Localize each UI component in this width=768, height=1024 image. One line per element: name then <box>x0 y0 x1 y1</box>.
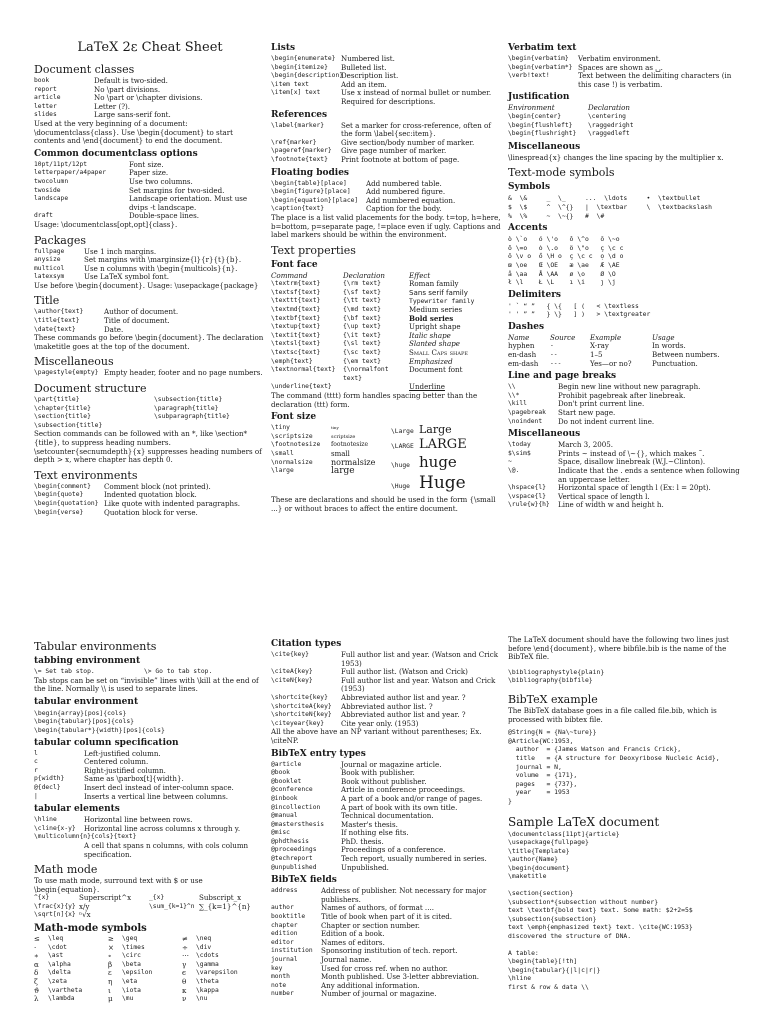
citation-list <box>271 651 503 728</box>
list-item: \small small <box>271 449 350 458</box>
code-line: \usepackage{fullpage} <box>508 838 589 847</box>
tabular-env-list <box>34 709 266 735</box>
font-size-note: These are declarations and should be used in the form {\small ...} or without braces to affect the entire document. <box>271 495 496 513</box>
font-face-table <box>271 272 503 392</box>
math-symbols-table <box>34 935 266 1004</box>
list-item: ~ Space, disallow linebreak (W.J.~Clinton). <box>508 457 706 467</box>
list-item: \noindent Do not indent current line. <box>508 416 655 426</box>
table-row: α \alpha β \beta γ \gamma <box>34 959 219 969</box>
doc-structure-heading: Document structure <box>34 382 147 396</box>
sample-heading: Sample LaTeX document <box>508 814 660 829</box>
dashes-heading: Dashes <box>508 321 545 332</box>
list-item: \@. Indicate that the . ends a sentence when following an uppercase letter. <box>508 466 740 484</box>
bibtex-example-code <box>508 728 740 805</box>
list-item: \begin{verbatim} Verbatim environment. <box>508 54 661 63</box>
bibtex-entries-list <box>271 761 503 873</box>
list-item: institution Sponsoring institution of tech. report. <box>271 946 458 956</box>
column-1-bottom <box>34 636 266 1004</box>
misc2-text: \linespread{x} changes the line spacing by the multiplier x. <box>508 152 724 162</box>
references-heading: References <box>271 109 328 120</box>
code-line: @Article{WC:1953, <box>508 736 574 745</box>
table-row: ^{x} Superscript^x _{x} Subscript_x <box>34 893 242 903</box>
doc-options-note: Usage: \documentclass[opt,opt]{class}. <box>34 219 178 229</box>
code-line: title = {A structure for Deoxyribose Nucleic Acid}, <box>508 753 720 762</box>
list-item: letter Letter (?). <box>34 101 131 111</box>
table-row: \begin{flushright} \raggedleft <box>508 130 630 138</box>
list-item: \begin{tabular}[pos]{cols} <box>34 717 135 726</box>
doc-classes-list <box>34 77 266 120</box>
list-item: chapter Chapter or section number. <box>271 920 420 930</box>
list-item: @mastersthesis Master's thesis. <box>271 819 398 829</box>
list-item: A cell that spans n columns, with cols column specification. <box>84 840 249 859</box>
verbatim-heading: Verbatim text <box>508 43 577 53</box>
table-row: δ \delta ε \epsilon ϵ \varepsilon <box>34 968 238 978</box>
list-item: @article Journal or magazine article. <box>271 759 442 769</box>
table-header: Command Declaration Effect <box>271 270 431 280</box>
tabbing-note: Tab stops can be set on “invisible” lines with \kill at the end of the line. Normally \\ is used to separate lines. <box>34 675 259 694</box>
table-row: \emph{text} {\em text} Emphasized <box>271 356 453 366</box>
list-item: multicol Use n columns with \begin{multicols}{n}. <box>34 263 238 273</box>
list-item: \bibliographystyle{plain} <box>508 667 605 676</box>
table-row: · \cdot × \times ÷ \div <box>34 942 212 952</box>
list-item: \begin{verse} Quotation block for verse. <box>34 507 198 517</box>
misc2-heading: Miscellaneous <box>508 141 581 152</box>
misc3-list <box>508 441 740 510</box>
font-size-table <box>271 424 503 496</box>
math-symbols-heading: Math-mode symbols <box>34 923 147 935</box>
list-item: \verb!text! Text between the delimiting characters (in this case !) is verbatim. <box>508 71 732 89</box>
list-item: \begin{description} Description list. <box>271 71 399 81</box>
list-item: fullpage Use 1 inch margins. <box>34 246 157 256</box>
lists-heading: Lists <box>271 43 296 53</box>
code-line: \maketitle <box>508 872 547 881</box>
table-row: \textmd{text} {\md text} Medium series <box>271 305 463 315</box>
citation-note: All the above have an NP variant without parentheses; Ex. \citeNP. <box>271 727 482 745</box>
list-item: \begin{quotation} Like quote with indented paragraphs. <box>34 498 240 508</box>
code-line: } <box>508 796 512 805</box>
code-line: author = {James Watson and Francis Crick}, <box>508 745 682 754</box>
tabular-heading: Tabular environments <box>34 640 157 653</box>
font-size-heading: Font size <box>271 412 317 423</box>
list-item: \hspace{l} Horizontal space of length l (Ex: l = 20pt). <box>508 483 711 493</box>
text-env-heading: Text environments <box>34 468 138 482</box>
list-item: \LARGE LARGE <box>391 437 467 453</box>
list-item: \begin{comment} Comment block (not printed). <box>34 481 211 491</box>
list-item: c Centered column. <box>34 757 149 767</box>
list-item: \begin{array}[pos]{cols} <box>34 708 127 717</box>
list-item: @inbook A part of a book and/or range of pages. <box>271 793 483 803</box>
floating-note: The place is a list valid placements for the body. t=top, h=here, b=bottom, p=separate page, !=place even if ugly. Captions and label markers should be within the environment. <box>271 212 501 240</box>
misc3-heading: Miscellaneous <box>508 429 581 440</box>
tabular-elements-heading: tabular elements <box>34 804 120 815</box>
math-note: To use math mode, surround text with $ or use \begin{equation}. <box>34 876 203 894</box>
list-item: ł \l Ł \L ı \i ȷ \j <box>508 278 616 287</box>
title-heading: Title <box>34 294 60 308</box>
bib-lines <box>508 668 740 685</box>
list-item: \begin{itemize} Bulleted list. <box>271 62 387 72</box>
table-row: λ \lambda μ \mu ν \nu <box>34 994 208 1004</box>
lists-list <box>271 55 503 107</box>
misc1-heading: Miscellaneous <box>34 355 114 369</box>
packages-heading: Packages <box>34 233 87 247</box>
accents-list <box>508 235 740 287</box>
title-list <box>34 308 266 334</box>
list-item: \item[x] text Use x instead of normal bullet or number. Required for descriptions. <box>271 88 492 106</box>
list-item: \shortcite{key} Abbreviated author list and year. ? <box>271 692 466 702</box>
list-item: \Large Large <box>391 423 452 437</box>
list-item: @misc If nothing else fits. <box>271 828 409 838</box>
table-row: ζ \zeta η \eta θ \theta <box>34 977 219 987</box>
packages-note: Use before \begin{document}. Usage: \usepackage{package} <box>34 280 259 290</box>
table-row: \textit{text} {\it text} Italic shape <box>271 330 451 340</box>
list-item: letterpaper/a4paper Paper size. <box>34 168 169 178</box>
list-item: \section{title} \subparagraph{title} <box>34 413 230 421</box>
list-item: % \% ~ \~{} # \# <box>508 211 605 220</box>
table-header: Name Source Example Usage <box>508 332 675 342</box>
list-item: @conference Article in conference proceedings. <box>271 785 466 795</box>
list-item: r Right-justified column. <box>34 765 166 775</box>
references-list <box>271 122 503 165</box>
list-item: \begin{enumerate} Numbered list. <box>271 54 395 63</box>
table-row: hyphen - X-ray In words. <box>508 341 686 351</box>
list-item: \begin{verbatim*} Spaces are shown as ␣. <box>508 62 663 72</box>
table-row: \textup{text} {\up text} Upright shape <box>271 322 461 332</box>
table-row: \textsf{text} {\sf text} Sans serif family <box>271 287 468 297</box>
list-item: l Left-justified column. <box>34 748 161 758</box>
list-item: \footnote{text} Print footnote at bottom of page. <box>271 154 460 164</box>
bibtex-example-note: The BibTeX database goes in a file called file.bib, which is processed with bibtex file. <box>508 705 717 724</box>
tabbing-row: \= Set tab stop. \> Go to tab stop. <box>34 668 213 675</box>
citation-heading: Citation types <box>271 639 342 649</box>
table-row: ∗ \ast ∘ \circ ⋯ \cdots <box>34 951 219 961</box>
font-face-note: The command (tttt) form handles spacing better than the declaration (ttt) form. <box>271 391 478 409</box>
code-line: first & row & data \\ <box>508 983 589 991</box>
code-line: \hline <box>508 974 532 983</box>
verbatim-list <box>508 55 740 89</box>
table-row: \textbf{text} {\bf text} Bold series <box>271 313 454 323</box>
code-line: A table: <box>508 948 539 957</box>
text-env-list <box>34 483 266 517</box>
column-1-top <box>34 40 266 517</box>
list-item: ' ` “ ” { \{ [ ( < \textless <box>508 301 639 310</box>
math-heading: Math mode <box>34 863 98 877</box>
list-item: address Address of publisher. Not necessary for major publishers. <box>271 886 487 904</box>
list-item: note Any additional information. <box>271 980 420 990</box>
table-row: \frac{x}{y} x/y \sum_{k=1}^n ∑_{k=1}^{n} <box>34 901 251 911</box>
list-item: \citeyear{key} Cite year only. (1953) <box>271 718 419 728</box>
list-item: \scriptsize scriptsize <box>271 432 356 440</box>
code-line: \subsection*{subsection without number} <box>508 897 659 906</box>
code-line: \author{Name} <box>508 855 559 864</box>
list-item: \hline Horizontal line between rows. <box>34 815 193 825</box>
list-item: \huge huge <box>391 453 457 472</box>
col-spec-list <box>34 750 266 802</box>
doc-classes-note: Used at the very beginning of a document: \documentclass{class}. Use \begin{document} to start contents and \end{document} to end the document. <box>34 118 234 146</box>
code-line: \begin{table}[!th] <box>508 957 578 966</box>
list-item: \Huge Huge <box>391 473 466 494</box>
code-line: @String{N = {Na\~ture}} <box>508 728 597 737</box>
list-item: @techreport Tech report, usually numbered in series. <box>271 854 487 864</box>
floating-heading: Floating bodies <box>271 167 349 178</box>
table-row: en-dash -- 1–5 Between numbers. <box>508 350 720 360</box>
symbols-heading: Text-mode symbols <box>508 166 615 180</box>
code-line <box>508 881 740 889</box>
table-row: \underline{text} Underline <box>271 382 445 392</box>
bib-intro: The LaTeX document should have the following two lines just before \end{document}, where bibfile.bib is the name of the BibTeX file. <box>508 635 729 662</box>
list-item: \pageref{marker} Give page number of marker. <box>271 146 447 156</box>
list-item: journal Journal name. <box>271 955 372 964</box>
table-row: ϑ \vartheta ι \iota κ \kappa <box>34 985 219 995</box>
list-item: month Month published. Use 3-letter abbreviation. <box>271 972 480 982</box>
column-2-bottom <box>271 636 503 999</box>
code-line: volume = {171}, <box>508 771 578 780</box>
column-3-top <box>508 40 740 510</box>
list-item: \today March 3, 2005. <box>508 440 614 450</box>
table-row: \sqrt[n]{x} ⁿ√x <box>34 910 91 920</box>
list-item: $\sim$ Prints ~ instead of \~{}, which makes ˜. <box>508 448 705 458</box>
column-2-top <box>271 40 503 513</box>
bibtex-entries-heading: BibTeX entry types <box>271 748 366 759</box>
table-row: \begin{flushleft} \raggedright <box>508 121 634 129</box>
list-item: å \aa Å \AA ø \o Ø \O <box>508 269 616 278</box>
code-line: text \textbf{bold text} text. Some math: $2+2=5$ <box>508 906 693 915</box>
table-row: \texttt{text} {\tt text} Typewriter family <box>271 297 475 306</box>
list-item: \rule{w}{h} Line of width w and height h. <box>508 500 664 510</box>
list-item: @book Book with publisher. <box>271 768 415 778</box>
list-item: & \& _ \_ ... \ldots • \textbullet <box>508 194 701 203</box>
math-table <box>34 894 266 920</box>
list-item: number Number of journal or magazine. <box>271 989 437 999</box>
list-item: œ \oe Œ \OE æ \ae Æ \AE <box>508 260 620 269</box>
list-item: \title{text} Title of document. <box>34 316 170 326</box>
code-line: \begin{tabular}{|l|c|r|} <box>508 965 601 974</box>
list-item: \date{text} Date. <box>34 324 124 334</box>
code-line: \subsection{subsection} <box>508 914 597 923</box>
list-item: landscape Landscape orientation. Must use dvips -t landscape. <box>34 194 248 212</box>
list-item: ō \=o ȯ \.o ö \"o ç \c c <box>508 243 624 252</box>
sample-code <box>508 830 740 992</box>
table-row: \textsc{text} {\sc text} Small Caps shape <box>271 348 468 358</box>
table-header: Environment Declaration <box>508 103 630 113</box>
list-item: \begin{table}[place] Add numbered table. <box>271 178 442 188</box>
list-item: \citeA{key} Full author list. (Watson and Crick) <box>271 667 468 677</box>
list-item: \footnotesize footnotesize <box>271 441 369 449</box>
list-item: anysize Set margins with \marginsize{l}{r}{t}{b}. <box>34 255 242 265</box>
list-item: report No \part divisions. <box>34 84 161 94</box>
list-item: \tiny tiny <box>271 424 339 432</box>
table-row: \textrm{text} {\rm text} Roman family <box>271 279 459 289</box>
title-note: These commands go before \begin{document}. The declaration \maketitle goes at the top of the document. <box>34 333 264 351</box>
list-item: \chapter{title} \paragraph{title} <box>34 404 219 412</box>
list-item: \multicolumn{n}{cols}{text} <box>34 833 137 841</box>
floating-list <box>271 180 503 214</box>
list-item: editor Names of editors. <box>271 937 385 947</box>
code-line: year = 1953 <box>508 788 570 797</box>
justification-heading: Justification <box>508 92 570 103</box>
list-item: \citeN{key} Full author list and year. Watson and Crick (1953) <box>271 675 496 694</box>
doc-structure-list <box>34 396 266 430</box>
list-item: \pagebreak Start new page. <box>508 408 616 418</box>
list-item: \label{marker} Set a marker for cross-reference, often of the form \label{sec:item}. <box>271 120 491 139</box>
misc1-list <box>34 369 266 378</box>
list-item: \subsection{title} <box>34 421 103 429</box>
list-item: \large large <box>271 466 355 477</box>
list-item: @incollection A part of book with its own title. <box>271 802 458 812</box>
doc-options-heading: Common documentclass options <box>34 148 198 159</box>
list-item: twocolumn Use two columns. <box>34 176 193 186</box>
list-item: slides Large sans-serif font. <box>34 110 171 120</box>
code-line: \begin{document} <box>508 863 570 872</box>
symbols-list <box>508 194 740 220</box>
list-item: @manual Technical documentation. <box>271 811 434 821</box>
list-item: \cline{x-y} Horizontal line across columns x through y. <box>34 823 241 833</box>
list-item: \author{text} Author of document. <box>34 307 179 317</box>
tabbing-heading: tabbing environment <box>34 656 141 666</box>
code-line: discovered the structure of DNA. <box>508 932 632 941</box>
font-size-left <box>271 424 391 496</box>
col-spec-heading: tabular column specification <box>34 737 179 748</box>
accents-heading: Accents <box>508 223 548 234</box>
text-props-heading: Text properties <box>271 243 356 257</box>
list-item: | Inserts a vertical line between columns. <box>34 791 228 801</box>
list-item: @proceedings Proceedings of a conference. <box>271 845 446 855</box>
code-line: \documentclass[11pt]{article} <box>508 829 620 838</box>
list-item: \normalsize normalsize <box>271 457 376 467</box>
list-item: article No \part or \chapter divisions. <box>34 93 203 103</box>
list-item: \cite{key} Full author list and year. (Watson and Crick 1953) <box>271 650 499 668</box>
list-item: \shortciteA{key} Abbreviated author list. ? <box>271 701 433 711</box>
list-item: \bibliography{bibfile} <box>508 676 593 685</box>
bibtex-fields-heading: BibTeX fields <box>271 875 337 886</box>
delimiters-list <box>508 302 740 319</box>
table-row: \textnormal{text} {\normalfont text} Document font <box>271 365 463 382</box>
table-row: em-dash --- Yes—or no? Punctuation. <box>508 358 698 368</box>
list-item: \vspace{l} Vertical space of length l. <box>508 491 650 501</box>
packages-list <box>34 248 266 282</box>
list-item: \item text Add an item. <box>271 79 387 89</box>
list-item: 10pt/11pt/12pt Font size. <box>34 159 164 169</box>
doc-options-list <box>34 161 266 221</box>
bibtex-fields-list <box>271 887 503 999</box>
list-item: @{decl} Insert decl instead of inter-column space. <box>34 782 234 792</box>
list-item: booktitle Title of book when part of it is cited. <box>271 912 453 922</box>
doc-classes-heading: Document classes <box>34 63 135 76</box>
list-item: \part{title} \subsection{title} <box>34 396 223 404</box>
code-line: \title{Template} <box>508 846 570 855</box>
code-line: pages = {737}, <box>508 779 578 788</box>
code-line: text \emph{emphasized text} text. \cite{WC:1953} <box>508 923 693 932</box>
list-item: twoside Set margins for two-sided. <box>34 185 225 195</box>
table-row: ≤ \leq ≥ \geq ≠ \neq <box>34 934 212 944</box>
delimiters-heading: Delimiters <box>508 289 562 300</box>
dashes-table <box>508 334 740 368</box>
font-size-right <box>391 424 467 496</box>
symbols-sub-heading: Symbols <box>508 182 551 193</box>
list-item: \begin{equation}[place] Add numbered equation. <box>271 195 456 205</box>
font-face-heading: Font face <box>271 259 318 270</box>
code-line: journal = N, <box>508 762 562 771</box>
list-item: \\* Prohibit pagebreak after linebreak. <box>508 390 686 400</box>
tabular-elements-list <box>34 816 266 859</box>
list-item: @unpublished Unpublished. <box>271 862 389 872</box>
table-row: \textsl{text} {\sl text} Slanted shape <box>271 339 460 349</box>
list-item: \kill Don't print current line. <box>508 399 645 409</box>
list-item: p{width} Same as \parbox[t]{width}. <box>34 774 184 784</box>
page-title: LaTeX 2ε Cheat Sheet <box>77 40 223 55</box>
justification-table <box>508 104 740 138</box>
list-item: \\ Begin new line without new paragraph. <box>508 382 701 392</box>
list-item: ' ' ” ” } \} ] ) > \textgreater <box>508 310 651 319</box>
list-item: \begin{quote} Indented quotation block. <box>34 490 197 500</box>
list-item: @booklet Book without publisher. <box>271 776 427 786</box>
code-line <box>508 941 740 949</box>
breaks-list <box>508 383 740 426</box>
list-item: \begin{tabular*}{width}[pos]{cols} <box>34 725 165 734</box>
list-item: ǒ \v o ő \H o ç \c c ọ \d o <box>508 252 624 261</box>
code-line: \section{section} <box>508 889 574 898</box>
list-item: \shortciteN{key} Abbreviated author list and year. ? <box>271 710 466 720</box>
list-item: \begin{figure}[place] Add numbered figure. <box>271 187 446 197</box>
tabular-env-heading: tabular environment <box>34 696 139 707</box>
list-item: key Used for cross ref. when no author. <box>271 963 448 973</box>
doc-structure-note: Section commands can be followed with an *, like \section*{title}, to suppress heading numbers. \setcounter{secnumdepth}{x} suppresses heading numbers of depth > x, where chapter has depth 0. <box>34 429 262 465</box>
list-item: edition Edition of a book. <box>271 929 385 939</box>
list-item: draft Double-space lines. <box>34 211 199 221</box>
list-item: book Default is two-sided. <box>34 76 168 85</box>
list-item: author Names of authors, of format .... <box>271 903 434 913</box>
list-item: \pagestyle{empty} Empty header, footer and no page numbers. <box>34 368 263 378</box>
table-row: \begin{center} \centering <box>508 112 626 120</box>
list-item: \caption{text} Caption for the body. <box>271 204 442 214</box>
list-item: \ref{marker} Give section/body number of marker. <box>271 137 475 147</box>
column-3-bottom <box>508 636 740 992</box>
list-item: @phdthesis PhD. thesis. <box>271 836 384 846</box>
breaks-heading: Line and page breaks <box>508 371 617 382</box>
list-item: $ \$ ^ \^{} | \textbar \ \textbackslash <box>508 202 712 211</box>
bibtex-example-heading: BibTeX example <box>508 692 598 706</box>
list-item: latexsym Use LaTeX symbol font. <box>34 272 169 282</box>
list-item: ò \`o ó \'o ô \^o õ \~o <box>508 235 620 244</box>
